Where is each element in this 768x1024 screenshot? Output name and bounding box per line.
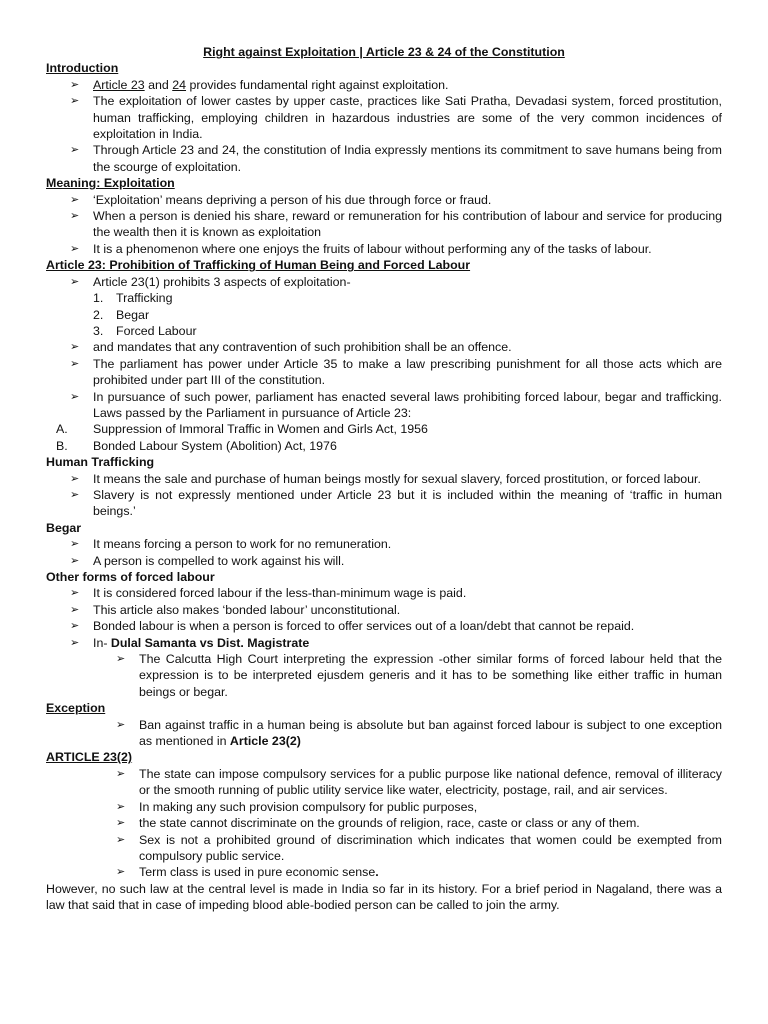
arrow-bullet-icon: ➢ xyxy=(116,653,126,666)
arrow-bullet-icon: ➢ xyxy=(70,275,80,288)
art23-bullet-3: ➢ The parliament has power under Article 35 to make a law prescribing punishment for all those acts which are prohibited under part III of the constitution. xyxy=(70,356,722,388)
arrow-bullet-icon: ➢ xyxy=(70,242,80,255)
heading-meaning: Meaning: Exploitation xyxy=(46,176,175,191)
art232-bullet-2: ➢ In making any such provision compulsory for public purposes, xyxy=(116,799,478,814)
arrow-bullet-icon: ➢ xyxy=(70,390,80,403)
other-bullet-3: ➢ Bonded labour is when a person is forced to offer services out of a loan/debt that cannot be repaid. xyxy=(70,619,635,634)
arrow-bullet-icon: ➢ xyxy=(70,210,80,223)
heading-article-23-2: ARTICLE 23(2) xyxy=(46,750,133,765)
heading-begar: Begar xyxy=(46,520,82,535)
arrow-bullet-icon: ➢ xyxy=(70,472,80,485)
begar-bullet-2: ➢ A person is compelled to work against his will. xyxy=(70,553,345,568)
intro-bullet-2: ➢ The exploitation of lower castes by upper caste, practices like Sati Pratha, Devadasi system, forced prostitution, human trafficking, employing children in hazardous industries are some of the very common incidences of exploitation in India. xyxy=(70,94,722,142)
other-bullet-4: ➢ In- Dulal Samanta vs Dist. Magistrate xyxy=(70,635,310,650)
meaning-bullet-2: ➢ When a person is denied his share, reward or remuneration for his contribution of labour and service for producing the wealth then it is known as exploitation xyxy=(70,209,722,240)
article-23-link[interactable]: Article 23 xyxy=(93,77,145,92)
arrow-bullet-icon: ➢ xyxy=(70,488,80,501)
arrow-bullet-icon: ➢ xyxy=(116,833,126,846)
trafficking-bullet-2: ➢ Slavery is not expressly mentioned under Article 23 but it is included within the meaning of ‘traffic in human beings.’ xyxy=(70,487,722,519)
art23-bullet-4: ➢ In pursuance of such power, parliament has enacted several laws prohibiting forced labour, begar and trafficking. Laws passed by the Parliament in pursuance of Article 23: xyxy=(70,389,722,420)
arrow-bullet-icon: ➢ xyxy=(116,817,126,830)
arrow-bullet-icon: ➢ xyxy=(70,78,80,91)
begar-bullet-1: ➢ It means forcing a person to work for no remuneration. xyxy=(70,537,392,552)
arrow-bullet-icon: ➢ xyxy=(70,620,80,633)
arrow-bullet-icon: ➢ xyxy=(116,718,126,731)
other-bullet-2: ➢ This article also makes ‘bonded labour’ unconstitutional. xyxy=(70,602,401,617)
arrow-bullet-icon: ➢ xyxy=(116,866,126,879)
article-24-link[interactable]: 24 xyxy=(172,77,187,92)
arrow-bullet-icon: ➢ xyxy=(70,603,80,616)
arrow-bullet-icon: ➢ xyxy=(70,554,80,567)
trafficking-bullet-1: ➢ It means the sale and purchase of human beings mostly for sexual slavery, forced prostitution, or forced labour. xyxy=(70,471,701,486)
heading-introduction: Introduction xyxy=(46,61,119,76)
art232-bullet-5: ➢ Term class is used in pure economic sense. xyxy=(116,865,379,880)
law-item: B. Bonded Labour System (Abolition) Act, 1976 xyxy=(56,438,337,453)
arrow-bullet-icon: ➢ xyxy=(70,357,80,370)
art232-bullet-4: ➢ Sex is not a prohibited ground of discrimination which indicates that women could be exempted from compulsory public service. xyxy=(116,832,722,863)
intro-bullet-1: ➢ Article 23 and 24 provides fundamental right against exploitation. xyxy=(70,77,449,92)
numbered-item: 2. Begar xyxy=(93,307,150,322)
document-page xyxy=(46,44,722,914)
exception-bullet-1: ➢ Ban against traffic in a human being is absolute but ban against forced labour is subject to one exception as mentioned in Article 23(2) xyxy=(116,717,722,749)
art232-bullet-1: ➢ The state can impose compulsory services for a public purpose like national defence, removal of illiteracy or the smooth running of public utility service like water, electricity, postage, rail, and air services. xyxy=(116,766,722,798)
meaning-bullet-1: ➢ ‘Exploitation’ means depriving a person of his due through force or fraud. xyxy=(70,192,492,207)
document-title: Right against Exploitation | Article 23 & 24 of the Constitution xyxy=(203,45,565,59)
arrow-bullet-icon: ➢ xyxy=(70,636,80,649)
heading-other-forms: Other forms of forced labour xyxy=(46,570,215,584)
art23-bullet-2: ➢ and mandates that any contravention of such prohibition shall be an offence. xyxy=(70,340,512,355)
arrow-bullet-icon: ➢ xyxy=(70,587,80,600)
arrow-bullet-icon: ➢ xyxy=(70,144,80,157)
law-item: A. Suppression of Immoral Traffic in Women and Girls Act, 1956 xyxy=(56,422,428,437)
arrow-bullet-icon: ➢ xyxy=(70,538,80,551)
arrow-bullet-icon: ➢ xyxy=(116,767,126,780)
other-sub-bullet: ➢ The Calcutta High Court interpreting the expression -other similar forms of forced labour held that the expression is to be interpreted ejusdem generis and it has to be something like either traffic in human beings or begar. xyxy=(116,652,722,699)
arrow-bullet-icon: ➢ xyxy=(70,341,80,354)
intro-bullet-3: ➢ Through Article 23 and 24, the constitution of India expressly mentions its commitment to save humans being from the scourge of exploitation. xyxy=(70,143,722,174)
numbered-item: 3. Forced Labour xyxy=(93,323,197,338)
arrow-bullet-icon: ➢ xyxy=(70,193,80,206)
heading-article-23: Article 23: Prohibition of Trafficking of Human Being and Forced Labour xyxy=(46,258,471,273)
heading-exception: Exception xyxy=(46,701,106,716)
arrow-bullet-icon: ➢ xyxy=(70,95,80,108)
closing-paragraph: However, no such law at the central level is made in India so far in its history. For a brief period in Nagaland, there was a law that said that in case of impeding blood able-bodied person can be called to join the army. xyxy=(46,881,722,913)
numbered-item: 1. Trafficking xyxy=(93,291,173,306)
meaning-bullet-3: ➢ It is a phenomenon where one enjoys the fruits of labour without performing any of the tasks of labour. xyxy=(70,241,652,256)
other-bullet-1: ➢ It is considered forced labour if the less-than-minimum wage is paid. xyxy=(70,586,467,601)
arrow-bullet-icon: ➢ xyxy=(116,800,126,813)
art23-bullet-1: ➢ Article 23(1) prohibits 3 aspects of exploitation- xyxy=(70,274,351,289)
case-name: Dulal Samanta vs Dist. Magistrate xyxy=(110,635,310,650)
art232-bullet-3: ➢ the state cannot discriminate on the grounds of religion, race, caste or class or any of them. xyxy=(116,816,640,831)
heading-human-trafficking: Human Trafficking xyxy=(46,455,155,470)
